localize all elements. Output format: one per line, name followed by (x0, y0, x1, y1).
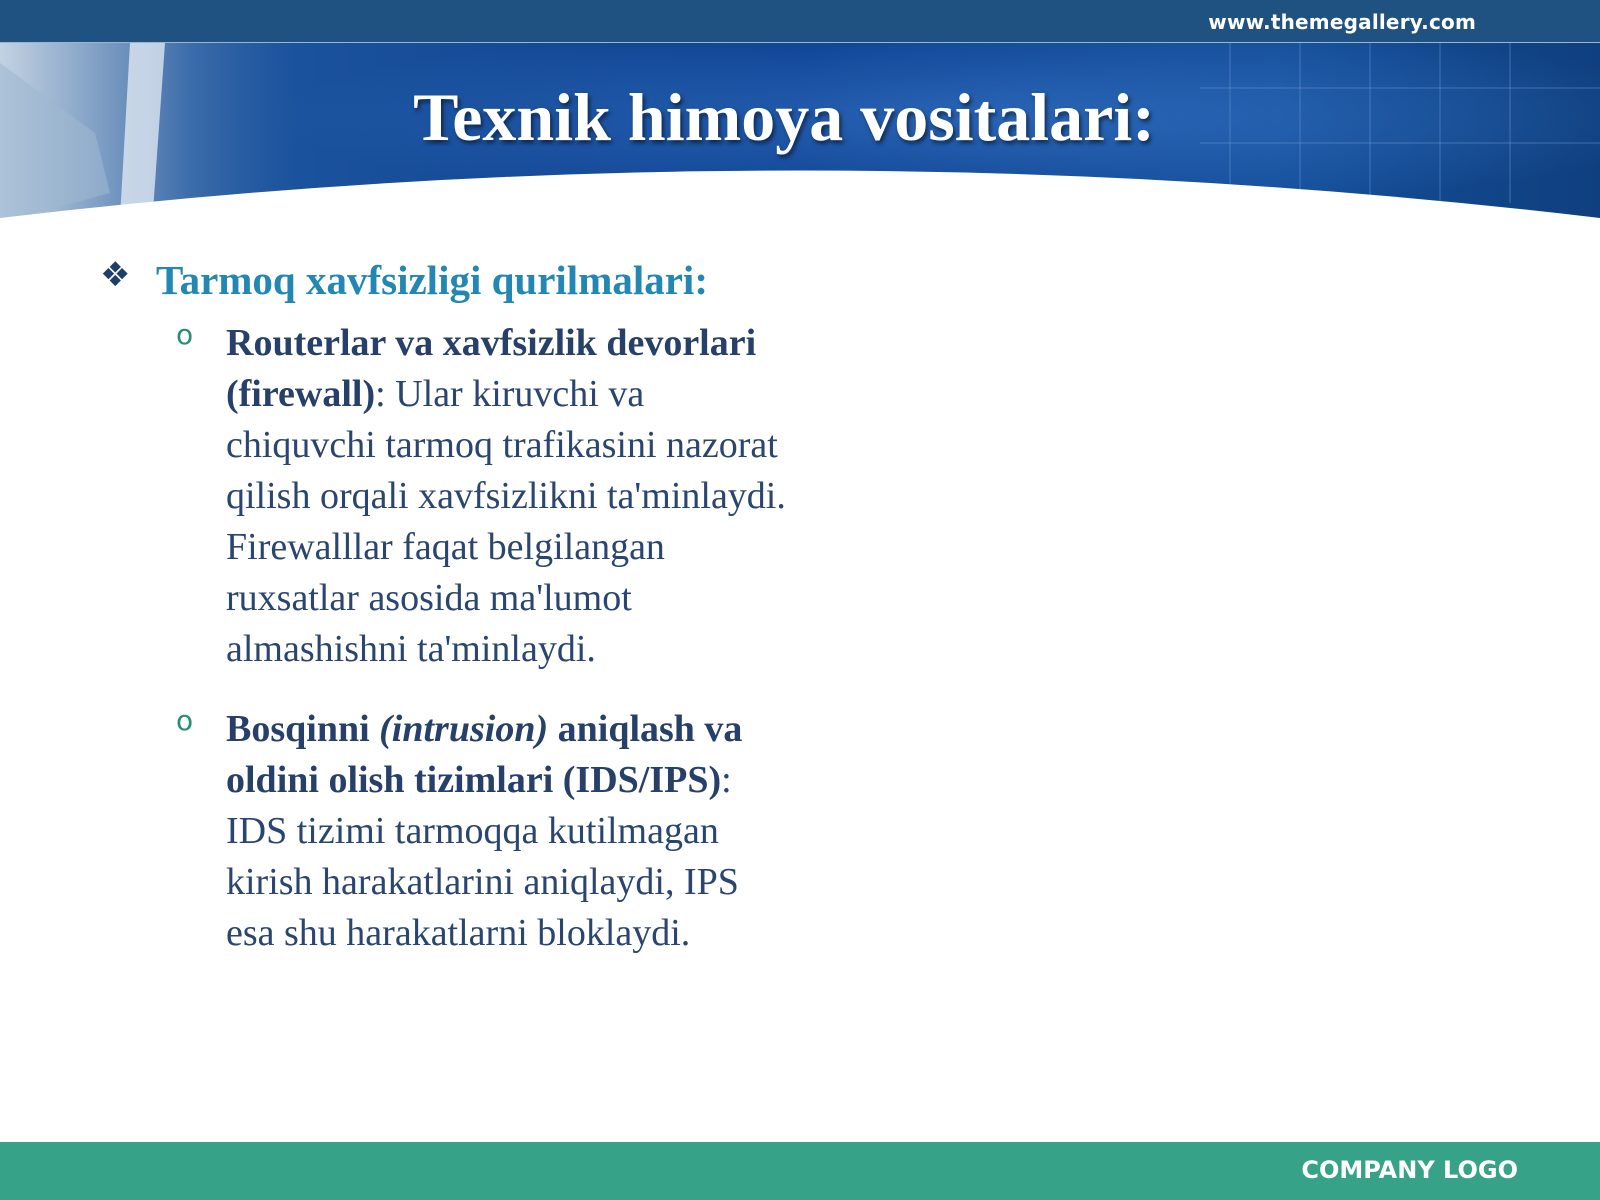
bullet-level1 (100, 255, 708, 305)
slide-title-text: Texnik himoya vositalari: (413, 79, 1155, 155)
list-item-text (226, 318, 796, 675)
item-title: Routerlar va xavfsizlik devorlari (firewall) (226, 322, 757, 415)
list-item (176, 318, 796, 675)
item-separator: : (721, 759, 732, 801)
list-item-text (226, 704, 796, 959)
section-heading: Tarmoq xavfsizligi qurilmalari: (156, 257, 708, 303)
item-description: IDS tizimi tarmoqqa kutilmagan kirish harakatlarini aniqlaydi, IPS esa shu harakatlarni bloklaydi. (226, 810, 739, 954)
item-description: Ular kiruvchi va chiquvchi tarmoq trafikasini nazorat qilish orqali xavfsizlikni ta'minlaydi. Firewalllar faqat belgilangan ruxsatlar asosida ma'lumot almashishni ta'minlaydi. (226, 373, 786, 670)
circle-o-icon: o (176, 318, 194, 351)
footer-bar (0, 1142, 1600, 1200)
four-diamond-icon: ❖ (100, 255, 131, 295)
item-title-part1: Bosqinni (226, 708, 380, 750)
item-separator: : (375, 373, 386, 415)
list-item (176, 704, 796, 959)
top-bar (0, 0, 1600, 43)
circle-o-icon: o (176, 704, 194, 737)
slide-title (0, 78, 1600, 157)
company-logo: COMPANY LOGO (1301, 1156, 1518, 1184)
item-title-italic: (intrusion) (379, 708, 549, 750)
site-url[interactable]: www.themegallery.com (1208, 10, 1476, 34)
item-title-part2: aniqlash va oldini olish tizimlari (IDS/IPS) (226, 708, 743, 801)
